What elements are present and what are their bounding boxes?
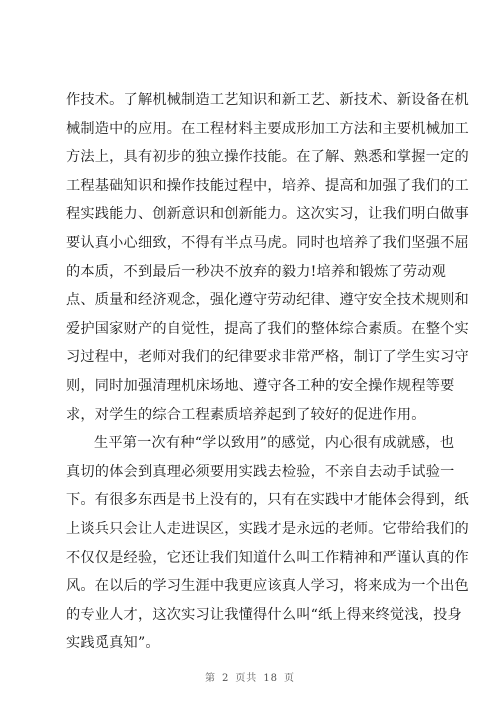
- text-line: 上谈兵只会让人走进误区，实践才是永远的老师。它带给我们的: [66, 520, 469, 537]
- page-footer: [0, 669, 500, 684]
- text-line: 求，对学生的综合工程素质培养起到了较好的促进作用。: [66, 406, 426, 423]
- text-line: 习过程中，老师对我们的纪律要求非常严格，制订了学生实习守: [66, 349, 469, 366]
- footer-prefix: 第: [204, 673, 216, 684]
- text-line: 械制造中的应用。在工程材料主要成形加工方法和主要机械加工: [66, 120, 469, 137]
- text-line: 风。在以后的学习生涯中我更应该真人学习，将来成为一个出色: [66, 578, 469, 595]
- text-line: 真切的体会到真理必须要用实践去检验，不亲自去动手试验一: [66, 463, 455, 480]
- text-line: 爱护国家财产的自觉性，提高了我们的整体综合素质。在整个实: [66, 320, 469, 337]
- footer-middle: 页共: [235, 673, 258, 684]
- text-line: 下。有很多东西是书上没有的，只有在实践中才能体会得到，纸: [66, 492, 469, 509]
- text-line: 的专业人才，这次实习让我懂得什么叫“纸上得来终觉浅，投身: [66, 606, 462, 623]
- paragraph-1: [66, 86, 469, 429]
- text-line: 点、质量和经济观念，强化遵守劳动纪律、遵守安全技术规则和: [66, 292, 469, 309]
- footer-total-pages: 18: [263, 673, 279, 684]
- paragraph-2: [66, 429, 469, 658]
- text-line: 不仅仅是经验，它还让我们知道什么叫工作精神和严谨认真的作: [66, 549, 469, 566]
- footer-page-number: 2: [221, 673, 230, 684]
- text-line: 生平第一次有种“学以致用”的感觉，内心很有成就感，也: [94, 435, 455, 452]
- text-line: 方法上，具有初步的独立操作技能。在了解、熟悉和掌握一定的: [66, 149, 469, 166]
- text-line: 的本质，不到最后一秒决不放弃的毅力!培养和锻炼了劳动观: [66, 263, 446, 280]
- text-line: 作技术。了解机械制造工艺知识和新工艺、新技术、新设备在机: [66, 92, 469, 108]
- text-line: 工程基础知识和操作技能过程中，培养、提高和加强了我们的工: [66, 177, 469, 194]
- text-line: 则，同时加强清理机床场地、遵守各工种的安全操作规程等要: [66, 377, 455, 394]
- body-text: [66, 86, 469, 658]
- text-line: 实践觅真知”。: [66, 635, 160, 652]
- text-line: 要认真小心细致，不得有半点马虎。同时也培养了我们坚强不屈: [66, 234, 469, 251]
- text-line: 程实践能力、创新意识和创新能力。这次实习，让我们明白做事: [66, 206, 469, 223]
- footer-suffix: 页: [284, 673, 296, 684]
